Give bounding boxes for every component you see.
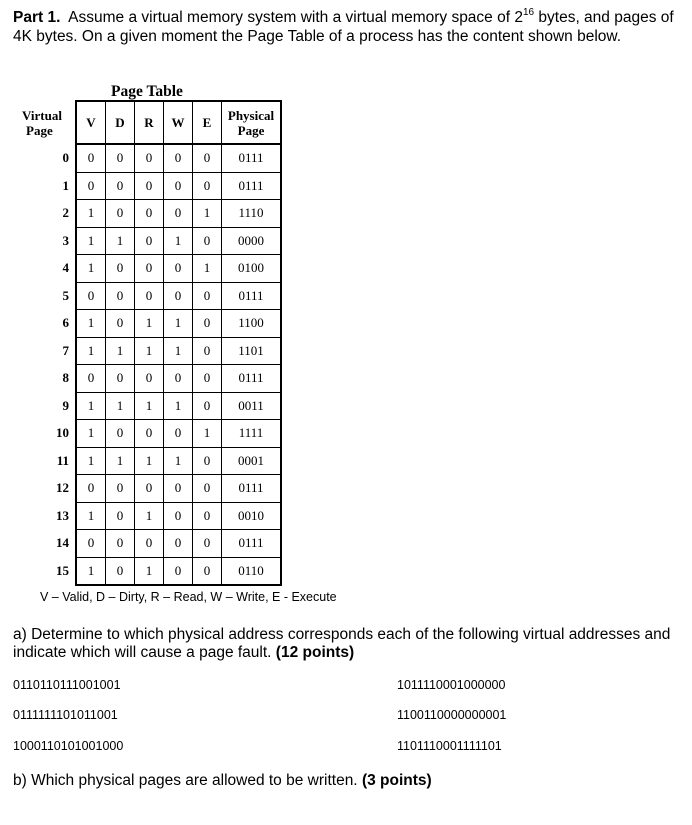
header-virtual-page [18, 101, 76, 144]
read-bit: 0 [135, 282, 164, 310]
virtual-page-number: 14 [56, 535, 69, 551]
valid-bit: 1 [76, 255, 106, 283]
dirty-bit: 1 [106, 337, 135, 365]
write-bit: 0 [164, 200, 193, 228]
write-bit: 0 [164, 530, 193, 558]
execute-bit: 0 [193, 475, 222, 503]
intro-exponent: 16 [522, 6, 535, 18]
write-bit: 0 [164, 365, 193, 393]
read-bit: 0 [135, 420, 164, 448]
dirty-bit: 0 [106, 475, 135, 503]
physical-page: 0111 [222, 282, 282, 310]
part-label: Part 1. [13, 9, 61, 26]
dirty-bit: 0 [106, 255, 135, 283]
execute-bit: 0 [193, 392, 222, 420]
valid-bit: 1 [76, 392, 106, 420]
dirty-bit: 0 [106, 310, 135, 338]
write-bit: 0 [164, 557, 193, 585]
question-b-text: b) Which physical pages are allowed to be written. [13, 772, 362, 789]
read-bit: 0 [135, 200, 164, 228]
intro-paragraph [13, 8, 678, 46]
virtual-page-number: 4 [62, 260, 69, 276]
header-physical-line2: Page [237, 122, 265, 138]
table-row [18, 557, 281, 585]
physical-page: 1110 [222, 200, 282, 228]
execute-bit: 0 [193, 557, 222, 585]
page-table [18, 100, 282, 586]
question-a-text: a) Determine to which physical address corresponds each of the following virtual addresses and indicate which will cause a page fault. [13, 626, 671, 661]
write-bit: 0 [164, 502, 193, 530]
dirty-bit: 0 [106, 420, 135, 448]
intro-text-start: Assume a virtual memory system with a virtual memory space of 2 [68, 9, 523, 26]
virtual-address: 1011110001000000 [397, 678, 506, 692]
dirty-bit: 0 [106, 365, 135, 393]
table-row [18, 227, 281, 255]
physical-page: 1111 [222, 420, 282, 448]
dirty-bit: 0 [106, 144, 135, 172]
virtual-page-number: 11 [56, 452, 69, 468]
read-bit: 1 [135, 502, 164, 530]
question-b [13, 772, 432, 790]
page-table-body [18, 144, 281, 585]
valid-bit: 1 [76, 227, 106, 255]
write-bit: 0 [164, 282, 193, 310]
physical-page: 0010 [222, 502, 282, 530]
valid-bit: 1 [76, 447, 106, 475]
page-table-header-row [18, 101, 281, 144]
read-bit: 0 [135, 475, 164, 503]
execute-bit: 0 [193, 502, 222, 530]
execute-bit: 0 [193, 365, 222, 393]
virtual-page-number: 3 [62, 232, 69, 248]
dirty-bit: 0 [106, 502, 135, 530]
physical-page: 0110 [222, 557, 282, 585]
valid-bit: 1 [76, 200, 106, 228]
valid-bit: 1 [76, 557, 106, 585]
virtual-address: 1101110001111101 [397, 739, 502, 753]
question-a-points: (12 points) [275, 644, 355, 661]
physical-page: 0111 [222, 475, 282, 503]
table-row [18, 502, 281, 530]
header-virtual-line2: Page [26, 122, 53, 138]
valid-bit: 0 [76, 475, 106, 503]
table-row [18, 475, 281, 503]
physical-page: 0111 [222, 365, 282, 393]
execute-bit: 1 [193, 200, 222, 228]
header-read: R [135, 101, 164, 144]
table-row [18, 447, 281, 475]
table-row [18, 310, 281, 338]
dirty-bit: 1 [106, 392, 135, 420]
read-bit: 0 [135, 227, 164, 255]
dirty-bit: 1 [106, 227, 135, 255]
write-bit: 0 [164, 255, 193, 283]
legend: V – Valid, D – Dirty, R – Read, W – Write, E - Execute [40, 590, 337, 604]
header-virtual-line1: Virtual [22, 107, 62, 123]
valid-bit: 1 [76, 337, 106, 365]
virtual-page-number: 13 [56, 507, 69, 523]
virtual-address: 0111111101011001 [13, 708, 118, 722]
dirty-bit: 0 [106, 557, 135, 585]
virtual-page-number: 2 [62, 205, 69, 221]
virtual-page-number: 6 [62, 315, 69, 331]
table-row [18, 337, 281, 365]
execute-bit: 0 [193, 227, 222, 255]
execute-bit: 0 [193, 310, 222, 338]
virtual-address: 1000110101001000 [13, 739, 124, 753]
read-bit: 1 [135, 447, 164, 475]
execute-bit: 1 [193, 420, 222, 448]
read-bit: 0 [135, 255, 164, 283]
virtual-page-number: 9 [62, 397, 69, 413]
execute-bit: 0 [193, 530, 222, 558]
execute-bit: 0 [193, 144, 222, 172]
write-bit: 0 [164, 144, 193, 172]
page-table-title: Page Table [111, 83, 183, 100]
valid-bit: 0 [76, 282, 106, 310]
virtual-address: 0110110111001001 [13, 678, 121, 692]
write-bit: 0 [164, 475, 193, 503]
write-bit: 1 [164, 447, 193, 475]
execute-bit: 1 [193, 255, 222, 283]
physical-page: 0011 [222, 392, 282, 420]
header-physical-line1: Physical [227, 107, 275, 123]
read-bit: 0 [135, 144, 164, 172]
physical-page: 1100 [222, 310, 282, 338]
header-valid: V [76, 101, 106, 144]
question-b-points: (3 points) [361, 772, 432, 789]
read-bit: 1 [135, 310, 164, 338]
valid-bit: 1 [76, 420, 106, 448]
table-row [18, 365, 281, 393]
physical-page: 0111 [222, 530, 282, 558]
valid-bit: 1 [76, 502, 106, 530]
physical-page: 1101 [222, 337, 282, 365]
read-bit: 0 [135, 365, 164, 393]
write-bit: 1 [164, 227, 193, 255]
execute-bit: 0 [193, 172, 222, 200]
physical-page: 0001 [222, 447, 282, 475]
physical-page: 0000 [222, 227, 282, 255]
table-row [18, 530, 281, 558]
read-bit: 1 [135, 337, 164, 365]
virtual-page-number: 1 [62, 177, 69, 193]
read-bit: 1 [135, 392, 164, 420]
virtual-page-number: 8 [62, 370, 69, 386]
write-bit: 1 [164, 310, 193, 338]
question-a [13, 626, 673, 662]
virtual-page-number: 0 [62, 150, 69, 165]
table-row [18, 420, 281, 448]
virtual-address: 1100110000000001 [397, 708, 507, 722]
read-bit: 0 [135, 172, 164, 200]
virtual-page-number: 10 [56, 425, 69, 441]
valid-bit: 0 [76, 365, 106, 393]
physical-page: 0111 [222, 172, 282, 200]
valid-bit: 0 [76, 530, 106, 558]
write-bit: 0 [164, 172, 193, 200]
virtual-page-number: 12 [56, 480, 69, 496]
write-bit: 1 [164, 337, 193, 365]
table-row [18, 392, 281, 420]
dirty-bit: 0 [106, 282, 135, 310]
physical-page: 0111 [222, 144, 282, 172]
virtual-page-number: 5 [62, 287, 69, 303]
header-execute: E [193, 101, 222, 144]
physical-page: 0100 [222, 255, 282, 283]
dirty-bit: 1 [106, 447, 135, 475]
table-row [18, 144, 281, 172]
valid-bit: 0 [76, 144, 106, 172]
table-row [18, 282, 281, 310]
dirty-bit: 0 [106, 172, 135, 200]
virtual-page-number: 15 [56, 563, 69, 578]
write-bit: 0 [164, 420, 193, 448]
table-row [18, 255, 281, 283]
execute-bit: 0 [193, 447, 222, 475]
write-bit: 1 [164, 392, 193, 420]
header-dirty: D [106, 101, 135, 144]
read-bit: 1 [135, 557, 164, 585]
intro-text-end: bytes, and pages of 4K bytes. On a given moment the Page Table of a process has the content shown below. [13, 9, 674, 45]
table-row [18, 200, 281, 228]
valid-bit: 1 [76, 310, 106, 338]
virtual-page-number: 7 [62, 342, 69, 358]
execute-bit: 0 [193, 337, 222, 365]
dirty-bit: 0 [106, 200, 135, 228]
valid-bit: 0 [76, 172, 106, 200]
dirty-bit: 0 [106, 530, 135, 558]
header-write: W [164, 101, 193, 144]
read-bit: 0 [135, 530, 164, 558]
table-row [18, 172, 281, 200]
header-physical-page [222, 101, 282, 144]
execute-bit: 0 [193, 282, 222, 310]
